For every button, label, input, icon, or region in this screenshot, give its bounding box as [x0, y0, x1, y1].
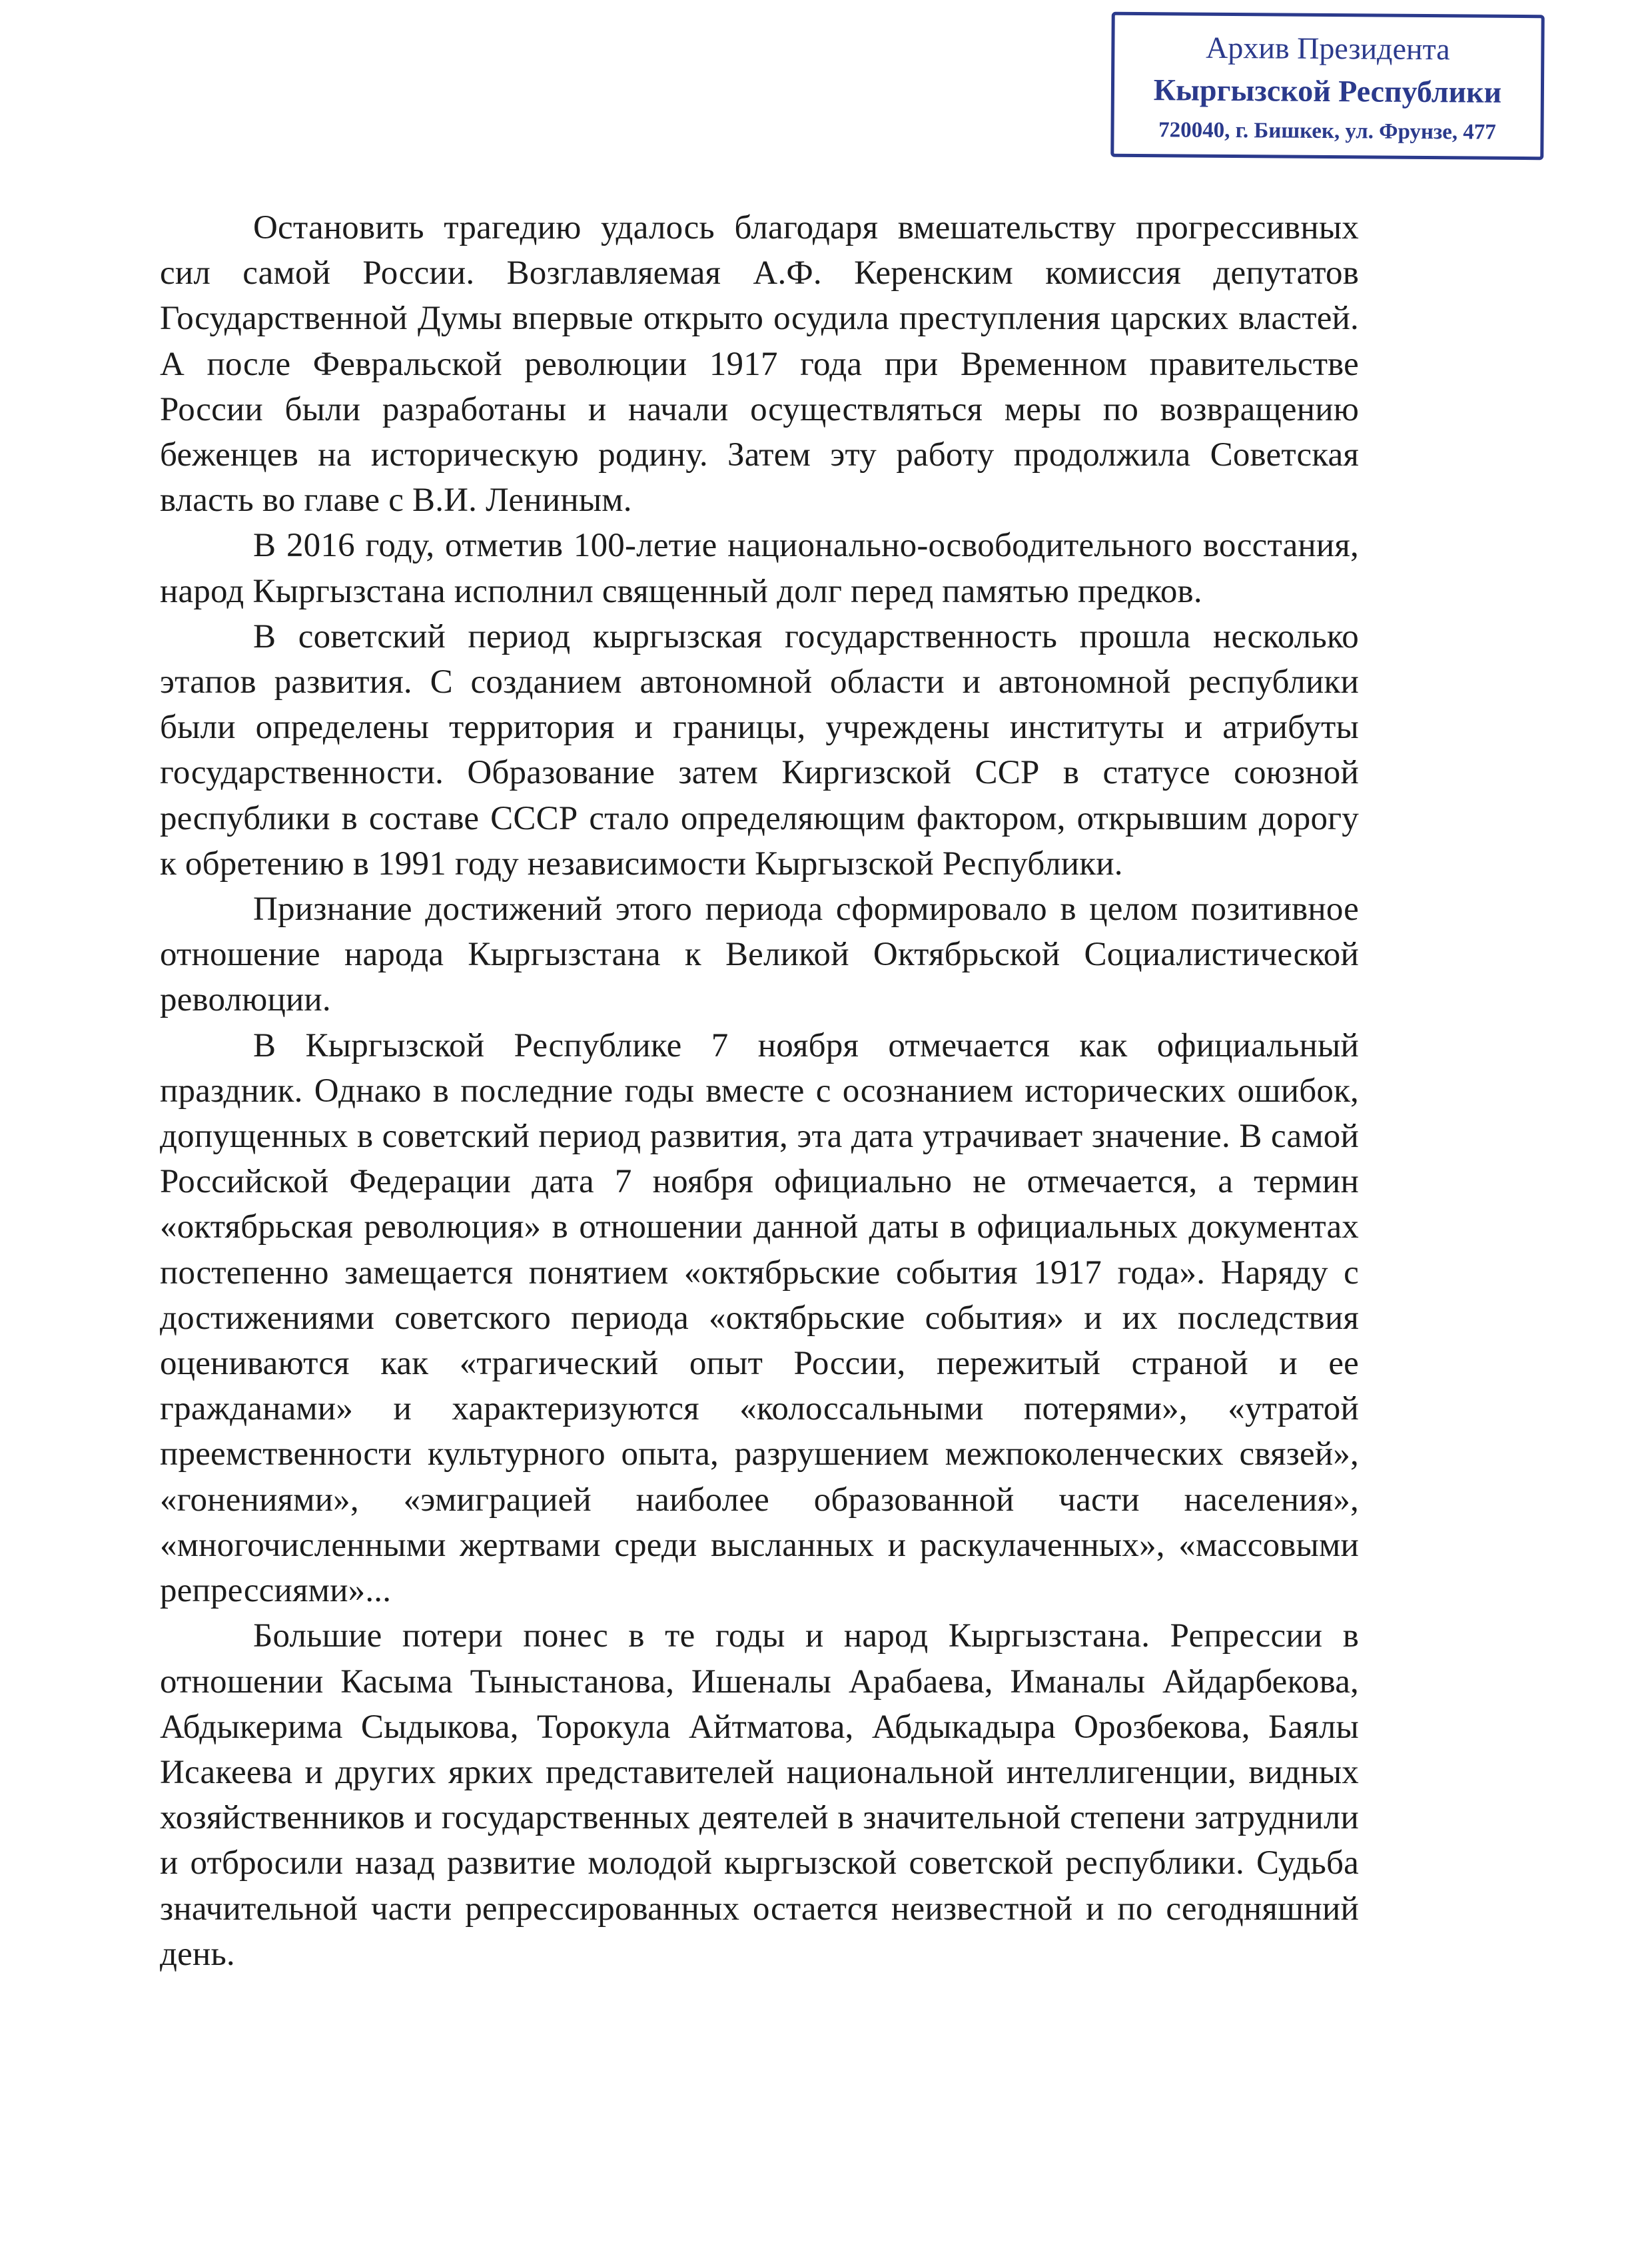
paragraph-6: Большие потери понес в те годы и народ Кыргызстана. Репрессии в отношении Касыма Тыныстанова, Ишеналы Арабаева, Иманалы Айдарбекова, Абдыкерима Сыдыкова, Торокула Айтматова, Абдыкадыра Орозбекова, Баялы Исакеева и других ярких представителей национальной интеллигенции, видных хозяйственников и государственных деятелей в значительной степени затруднили и отбросили назад развитие молодой кыргызской советской республики. Судьба значительной части репрессированных остается неизвестной и по сегодняшний день. — [160, 1617, 1359, 1973]
stamp-republic-name: Кыргызской Республики — [1153, 73, 1502, 109]
paragraph-5: В Кыргызской Республике 7 ноября отмечается как официальный праздник. Однако в последние годы вместе с осознанием исторических ошибок, допущенных в советский период развития, эта дата утрачивает значение. В самой Российской Федерации дата 7 ноября официально не отмечается, а термин «октябрьская революция» в отношении данной даты в официальных документах постепенно замещается понятием «октябрьские события 1917 года». Наряду с достижениями советского периода «октябрьские события» и их последствия оцениваются как «трагический опыт России, пережитый страной и ее гражданами» и характеризуются «колоссальными потерями», «утратой преемственности культурного опыта, разрушением межпоколенческих связей», «гонениями», «эмиграцией наиболее образованной части населения», «многочисленными жертвами среди высланных и раскулаченных», «массовыми репрессиями»... — [160, 1026, 1359, 1610]
archive-stamp — [1110, 12, 1545, 161]
stamp-archive-title: Архив Президента — [1205, 30, 1450, 67]
paragraph-4: Признание достижений этого периода сформировало в целом позитивное отношение народа Кыргызстана к Великой Октябрьской Социалистической революции. — [160, 891, 1359, 1019]
document-body — [160, 205, 1359, 1977]
paragraph-2: В 2016 году, отметив 100-летие национально-освободительного восстания, народ Кыргызстана исполнил священный долг перед памятью предков. — [160, 527, 1359, 610]
paragraph-3: В советский период кыргызская государственность прошла несколько этапов развития. С созданием автономной области и автономной республики были определены территория и границы, учреждены институты и атрибуты государственности. Образование затем Киргизской ССР в статусе союзной республики в составе СССР стало определяющим фактором, открывшим дорогу к обретению в 1991 году независимости Кыргызской Республики. — [160, 617, 1359, 883]
stamp-address: 720040, г. Бишкек, ул. Фрунзе, 477 — [1158, 118, 1496, 145]
paragraph-1: Остановить трагедию удалось благодаря вмешательству прогрессивных сил самой России. Возглавляемая А.Ф. Керенским комиссия депутатов Государственной Думы впервые открыто осудила преступления царских властей. А после Февральской революции 1917 года при Временном правительстве России были разработаны и начали осуществляться меры по возвращению беженцев на историческую родину. Затем эту работу продолжила Советская власть во главе с В.И. Лениным. — [160, 209, 1359, 520]
